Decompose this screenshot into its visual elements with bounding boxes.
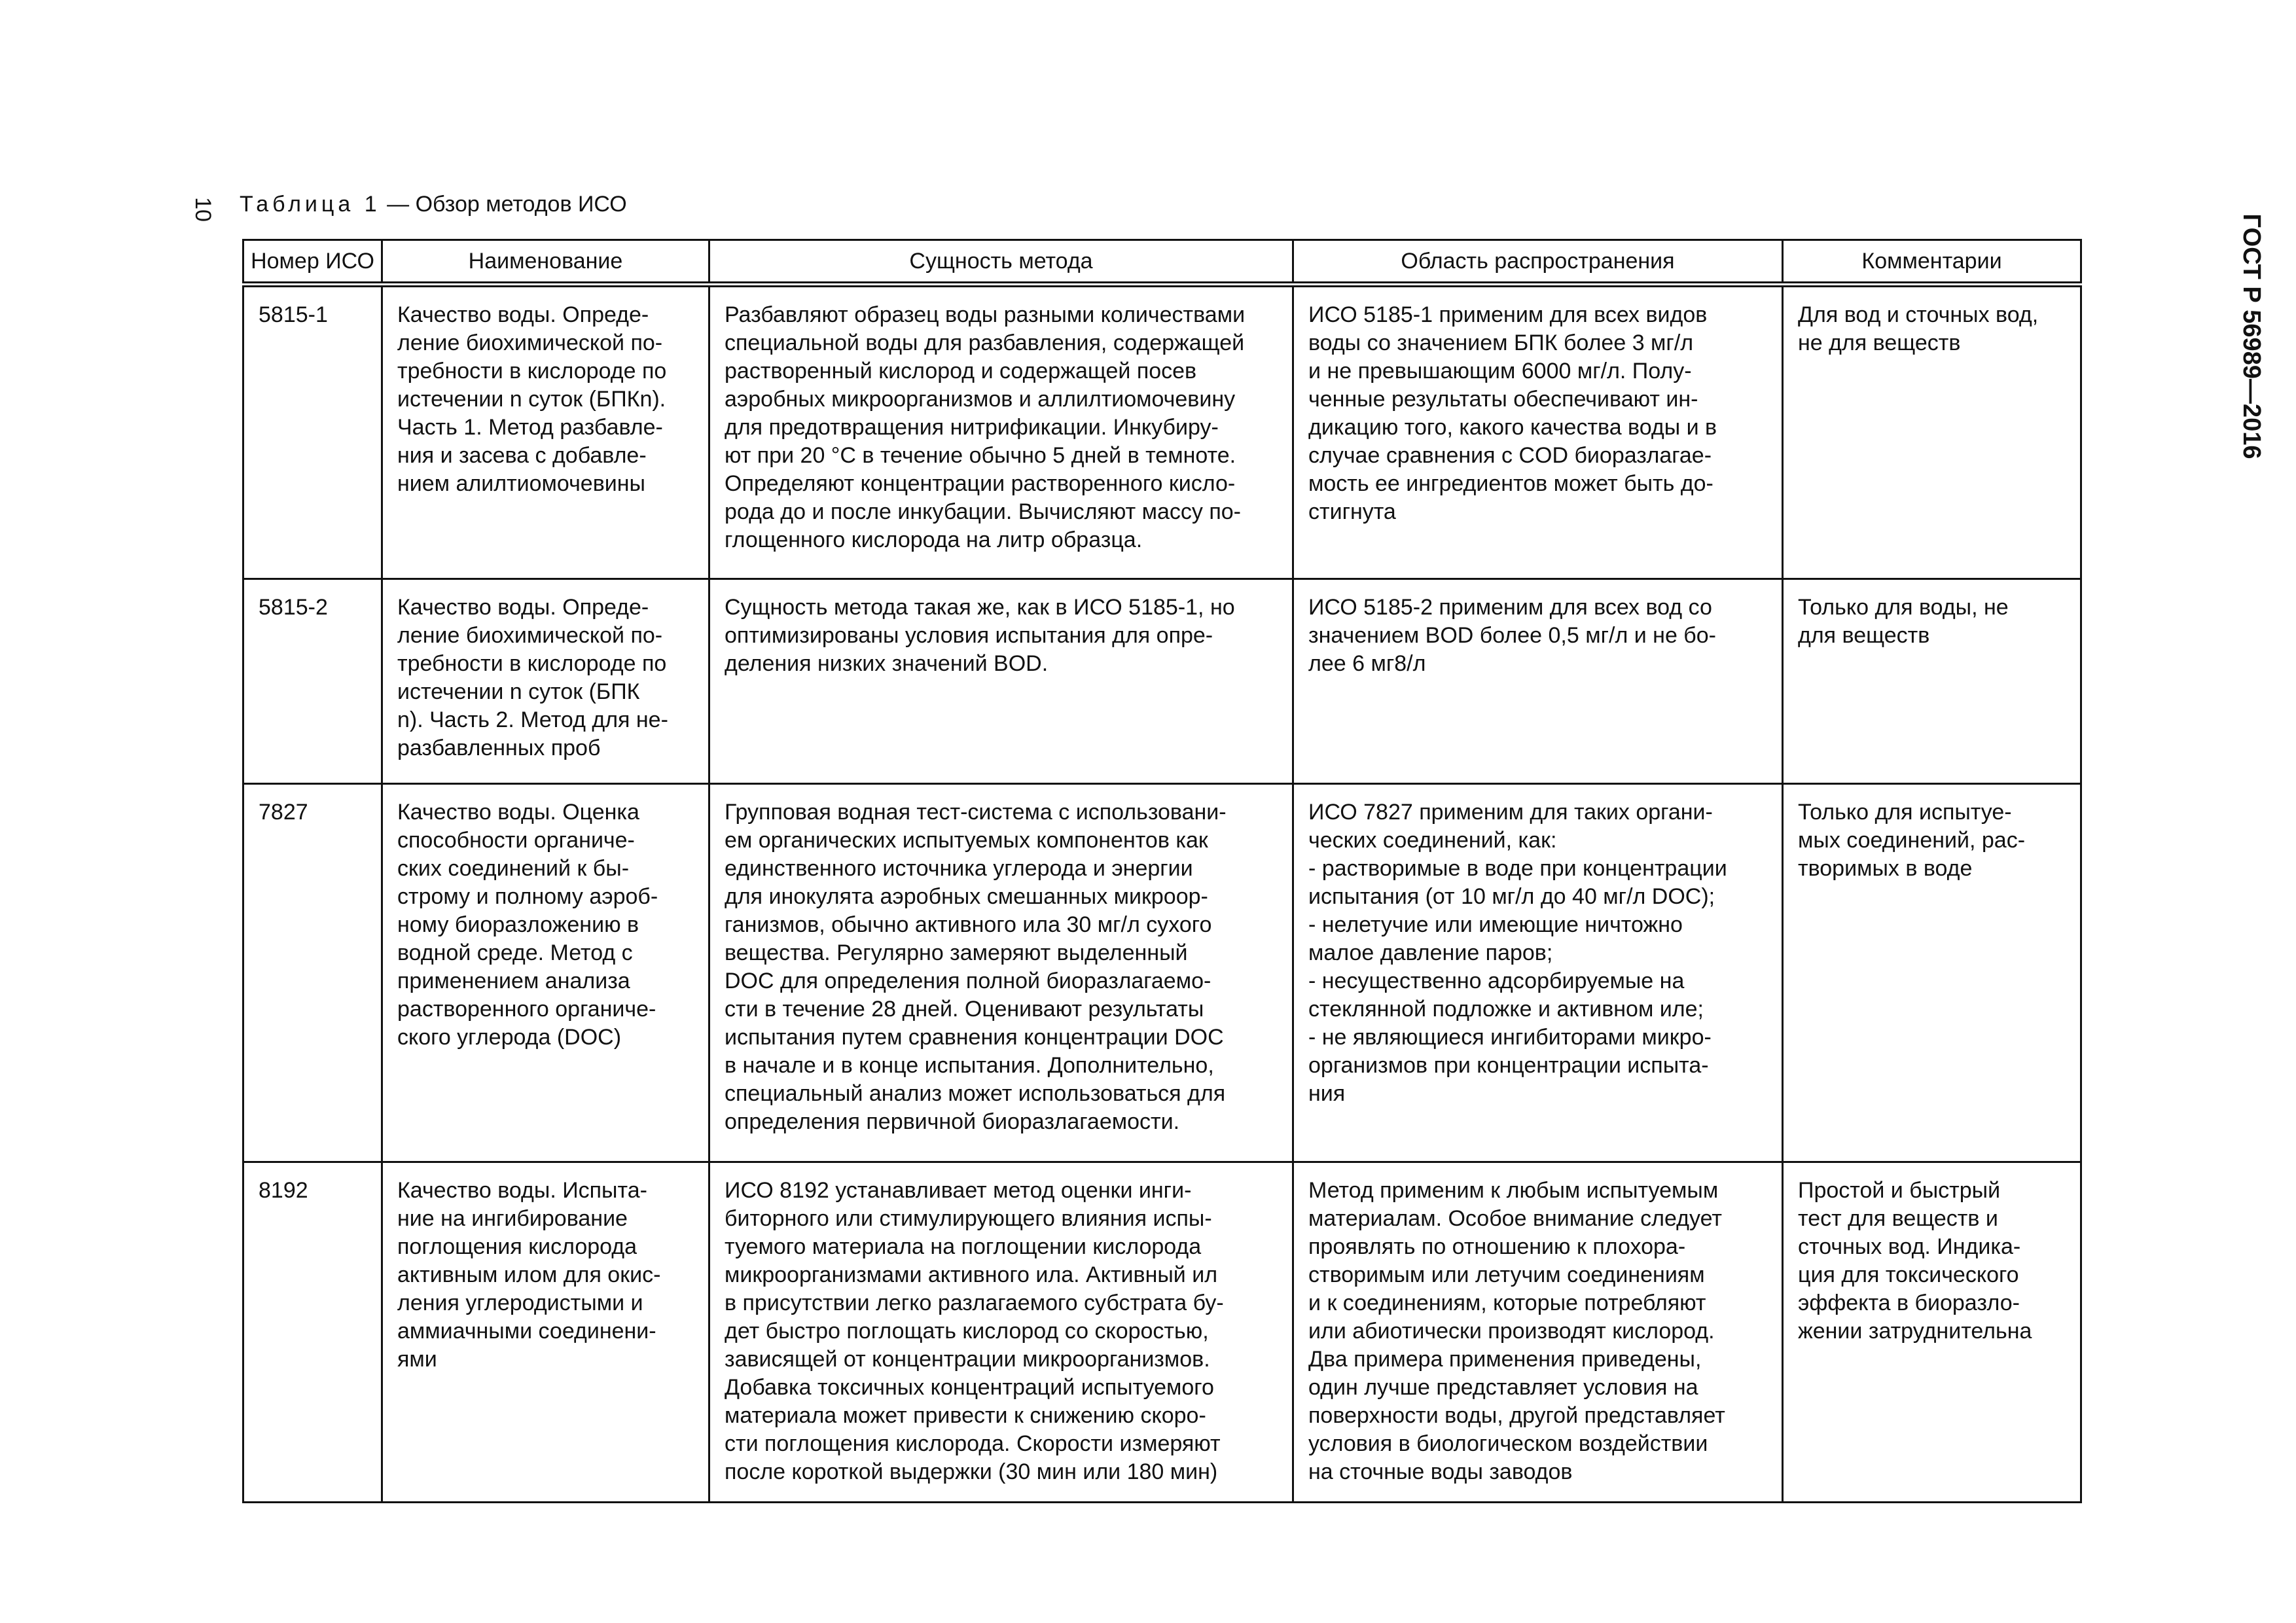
table-caption-label: Таблица 1 [240, 192, 381, 217]
table-row [243, 1162, 2081, 1503]
cell-iso-number: 5815-2 [243, 579, 382, 784]
cell-scope: ИСО 7827 применим для таких органи- ческих соединений, как: - растворимые в воде при концентрации испытания (от 10 мг/л до 40 мг/л DOC); - нелетучие или имеющие ничтожно малое давление паров; - несущественно адсорбируемые на стеклянной подложке и активном иле; - не являющиеся ингибиторами микро- организмов при концентрации испыта- ния [1293, 784, 1783, 1162]
cell-name: Качество воды. Опреде- ление биохимической по- требности в кислороде по истечении n суток (БПКn). Часть 1. Метод разбавле- ния и засева с добавле- нием алилтиомочевины [382, 285, 709, 579]
cell-name: Качество воды. Испыта- ние на ингибирование поглощения кислорода активным илом для окис- ления углеродистыми и аммиачными соединени- ями [382, 1162, 709, 1503]
cell-scope: ИСО 5185-1 применим для всех видов воды со значением БПК более 3 мг/л и не превышающим 6000 мг/л. Полу- ченные результаты обеспечивают ин- дикацию того, какого качества воды и в случае сравнения с COD биоразлагае- мость ее ингредиентов может быть до- стигнута [1293, 285, 1783, 579]
cell-comments: Только для воды, не для веществ [1783, 579, 2081, 784]
table-row [243, 285, 2081, 579]
cell-comments: Только для испытуе- мых соединений, рас- творимых в воде [1783, 784, 2081, 1162]
header-iso-number: Номер ИСО [243, 240, 382, 285]
header-scope: Область распространения [1293, 240, 1783, 285]
cell-name: Качество воды. Оценка способности органиче- ских соединений к бы- строму и полному аэроб- ному биоразложению в водной среде. Метод с применением анализа растворенного органиче- ского углерода (DOC) [382, 784, 709, 1162]
cell-scope: ИСО 5185-2 применим для всех вод со значением BOD более 0,5 мг/л и не бо- лее 6 мг8/л [1293, 579, 1783, 784]
cell-essence: Сущность метода такая же, как в ИСО 5185-1, но оптимизированы условия испытания для опре- деления низких значений BOD. [709, 579, 1293, 784]
header-comments: Комментарии [1783, 240, 2081, 285]
cell-iso-number: 7827 [243, 784, 382, 1162]
cell-iso-number: 5815-1 [243, 285, 382, 579]
table-caption [240, 188, 627, 220]
table-row [243, 784, 2081, 1162]
cell-essence: Разбавляют образец воды разными количествами специальной воды для разбавления, содержащей растворенный кислород и содержащей посев аэробных микроорганизмов и аллилтиомочевину для предотвращения нитрификации. Инкубиру- ют при 20 °С в течение обычно 5 дней в темноте. Определяют концентрации растворенного кисло- рода до и после инкубации. Вычисляют массу по- глощенного кислорода на литр образца. [709, 285, 1293, 579]
cell-essence: ИСО 8192 устанавливает метод оценки инги- биторного или стимулирующего влияния испы- туемого материала на поглощении кислорода микроорганизмами активного ила. Активный ил в присутствии легко разлагаемого субстрата бу- дет быстро поглощать кислород со скоростью, зависящей от концентрации микроорганизмов. Добавка токсичных концентраций испытуемого материала может привести к снижению скоро- сти поглощения кислорода. Скорости измеряют после короткой выдержки (30 мин или 180 мин) [709, 1162, 1293, 1503]
header-essence: Сущность метода [709, 240, 1293, 285]
document-code: ГОСТ Р 56989—2016 [2238, 213, 2265, 459]
cell-iso-number: 8192 [243, 1162, 382, 1503]
cell-comments: Простой и быстрый тест для веществ и сточных вод. Индика- ция для токсического эффекта в биоразло- жении затруднительна [1783, 1162, 2081, 1503]
iso-methods-table [242, 239, 2082, 1503]
cell-comments: Для вод и сточных вод, не для веществ [1783, 285, 2081, 579]
cell-name: Качество воды. Опреде- ление биохимической по- требности в кислороде по истечении n суток (БПК n). Часть 2. Метод для не- разбавленных проб [382, 579, 709, 784]
table-caption-title: — Обзор методов ИСО [380, 192, 627, 217]
header-name: Наименование [382, 240, 709, 285]
cell-essence: Групповая водная тест-система с использовани- ем органических испытуемых компонентов как единственного источника углерода и энергии для инокулята аэробных смешанных микроор- ганизмов, обычно активного ила 30 мг/л сухого вещества. Регулярно замеряют выделенный DOC для определения полной биоразлагаемо- сти в течение 28 дней. Оценивают результаты испытания путем сравнения концентрации DOC в начале и в конце испытания. Дополнительно, специальный анализ может использоваться для определения первичной биоразлагаемости. [709, 784, 1293, 1162]
cell-scope: Метод применим к любым испытуемым материалам. Особое внимание следует проявлять по отношению к плохора- створимым или летучим соединениям и к соединениям, которые потребляют или абиотически производят кислород. Два примера применения приведены, один лучше представляет условия на поверхности воды, другой представляет условия в биологическом воздействии на сточные воды заводов [1293, 1162, 1783, 1503]
table-row [243, 579, 2081, 784]
page-number: 10 [190, 197, 215, 222]
table-header-row [243, 240, 2081, 285]
